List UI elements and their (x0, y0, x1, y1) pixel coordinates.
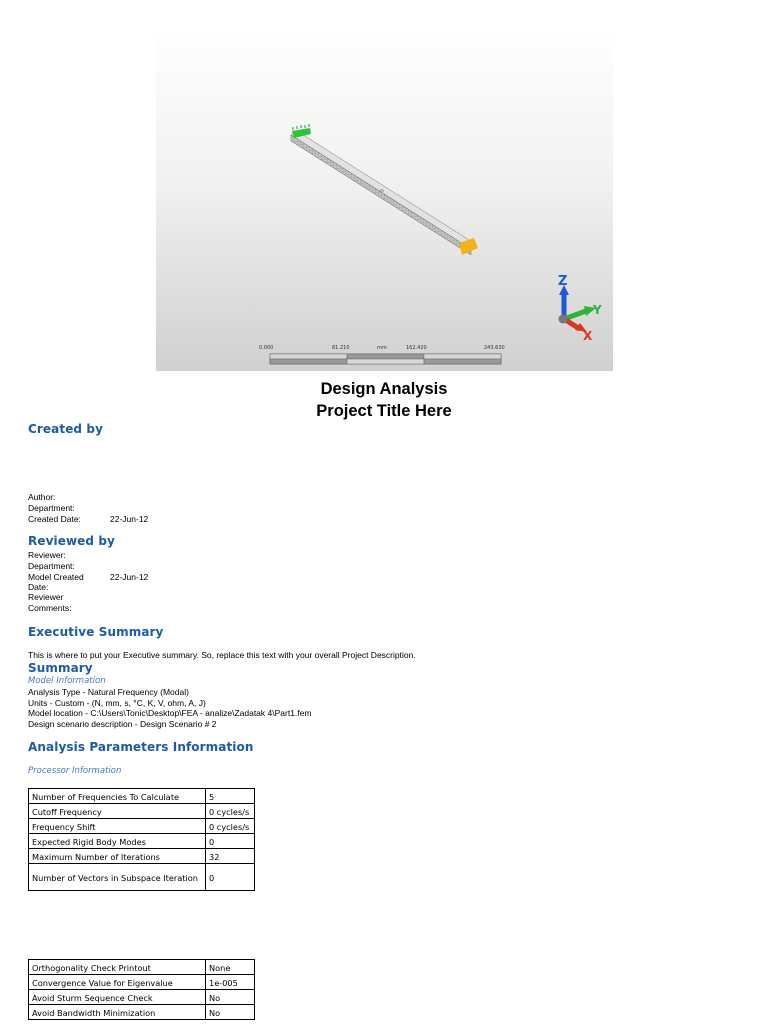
solver-options-table (28, 959, 255, 1020)
processor-information-subheading: Processor Information (28, 766, 122, 776)
table-row (29, 864, 255, 891)
parameter-name: Number of Frequencies To Calculate (29, 789, 206, 804)
project-title: Project Title Here (316, 402, 452, 420)
parameter-value: No (206, 1005, 255, 1020)
executive-summary-heading: Executive Summary (28, 625, 164, 639)
model-viewport[interactable] (156, 27, 613, 371)
reviewer-label: Reviewer: (28, 550, 66, 560)
y-axis-label: Y (593, 303, 602, 317)
scale-label-start: 0.000 (259, 345, 274, 351)
fixed-support-marker (292, 124, 311, 138)
model-created-value: 22-Jun-12 (110, 572, 149, 582)
document-title: Design Analysis (320, 380, 448, 398)
model-information-subheading: Model Information (28, 676, 106, 686)
parameter-name: Number of Vectors in Subspace Iteration (29, 864, 206, 891)
scale-label-second: 162.420 (406, 345, 427, 351)
table-row (29, 804, 255, 819)
table-row (29, 975, 255, 990)
reviewed-by-heading: Reviewed by (28, 534, 115, 548)
parameter-value: 0 cycles/s (206, 819, 255, 834)
scale-bar (270, 354, 501, 364)
parameter-name: Orthogonality Check Printout (29, 960, 206, 975)
axis-triad (559, 285, 597, 332)
table-row (29, 990, 255, 1005)
parameter-value: 0 cycles/s (206, 804, 255, 819)
review-department-label: Department: (28, 561, 75, 571)
table-row (29, 834, 255, 849)
scale-label-end: 243.630 (484, 345, 505, 351)
parameter-name: Avoid Bandwidth Minimization (29, 1005, 206, 1020)
svg-text:m: m (380, 188, 384, 193)
model-created-label-2: Date: (28, 582, 49, 592)
parameter-value: 0 (206, 864, 255, 891)
table-row (29, 960, 255, 975)
x-axis-label: X (583, 329, 593, 343)
author-label: Author: (28, 492, 56, 502)
executive-summary-text: This is where to put your Executive summary. So, replace this text with your overall Project Description. (28, 650, 416, 660)
processor-parameters-table (28, 788, 255, 891)
parameter-name: Avoid Sturm Sequence Check (29, 990, 206, 1005)
model-location-line: Model location - C:\Users\Tonic\Desktop\FEA - analize\Zadatak 4\Part1.fem (28, 708, 312, 718)
author-row (28, 492, 55, 503)
beam-mesh (291, 131, 477, 255)
analysis-type-line: Analysis Type - Natural Frequency (Modal) (28, 687, 189, 697)
parameter-value: None (206, 960, 255, 975)
reviewer-comments-label: Reviewer (28, 592, 64, 602)
parameter-name: Frequency Shift (29, 819, 206, 834)
beam-model-graphic (156, 27, 613, 371)
created-date-label: Created Date: (28, 514, 81, 524)
table-row (29, 819, 255, 834)
parameter-name: Cutoff Frequency (29, 804, 206, 819)
parameter-value: No (206, 990, 255, 1005)
parameter-value: 5 (206, 789, 255, 804)
department-row (28, 503, 75, 514)
parameter-value: 0 (206, 834, 255, 849)
z-axis-label: Z (558, 274, 568, 289)
parameter-name: Convergence Value for Eigenvalue (29, 975, 206, 990)
table-row (29, 849, 255, 864)
summary-heading: Summary (28, 661, 93, 675)
design-scenario-line: Design scenario description - Design Scenario # 2 (28, 719, 217, 729)
department-label: Department: (28, 503, 75, 513)
table-row (29, 789, 255, 804)
scale-label-first: 81.210 (332, 345, 350, 351)
parameter-value: 32 (206, 849, 255, 864)
scale-label-unit: mm (377, 345, 387, 351)
reviewer-comments-label-2: Comments: (28, 603, 72, 613)
created-date-value: 22-Jun-12 (110, 514, 149, 524)
parameter-value: 1e-005 (206, 975, 255, 990)
created-date-row (28, 514, 81, 525)
parameter-name: Maximum Number of Iterations (29, 849, 206, 864)
created-by-heading: Created by (28, 422, 104, 436)
analysis-parameters-heading: Analysis Parameters Information (28, 740, 254, 754)
parameter-name: Expected Rigid Body Modes (29, 834, 206, 849)
model-created-label: Model Created (28, 572, 84, 582)
units-line: Units - Custom - (N, mm, s, °C, K, V, ohm, A, J) (28, 698, 206, 708)
table-row (29, 1005, 255, 1020)
